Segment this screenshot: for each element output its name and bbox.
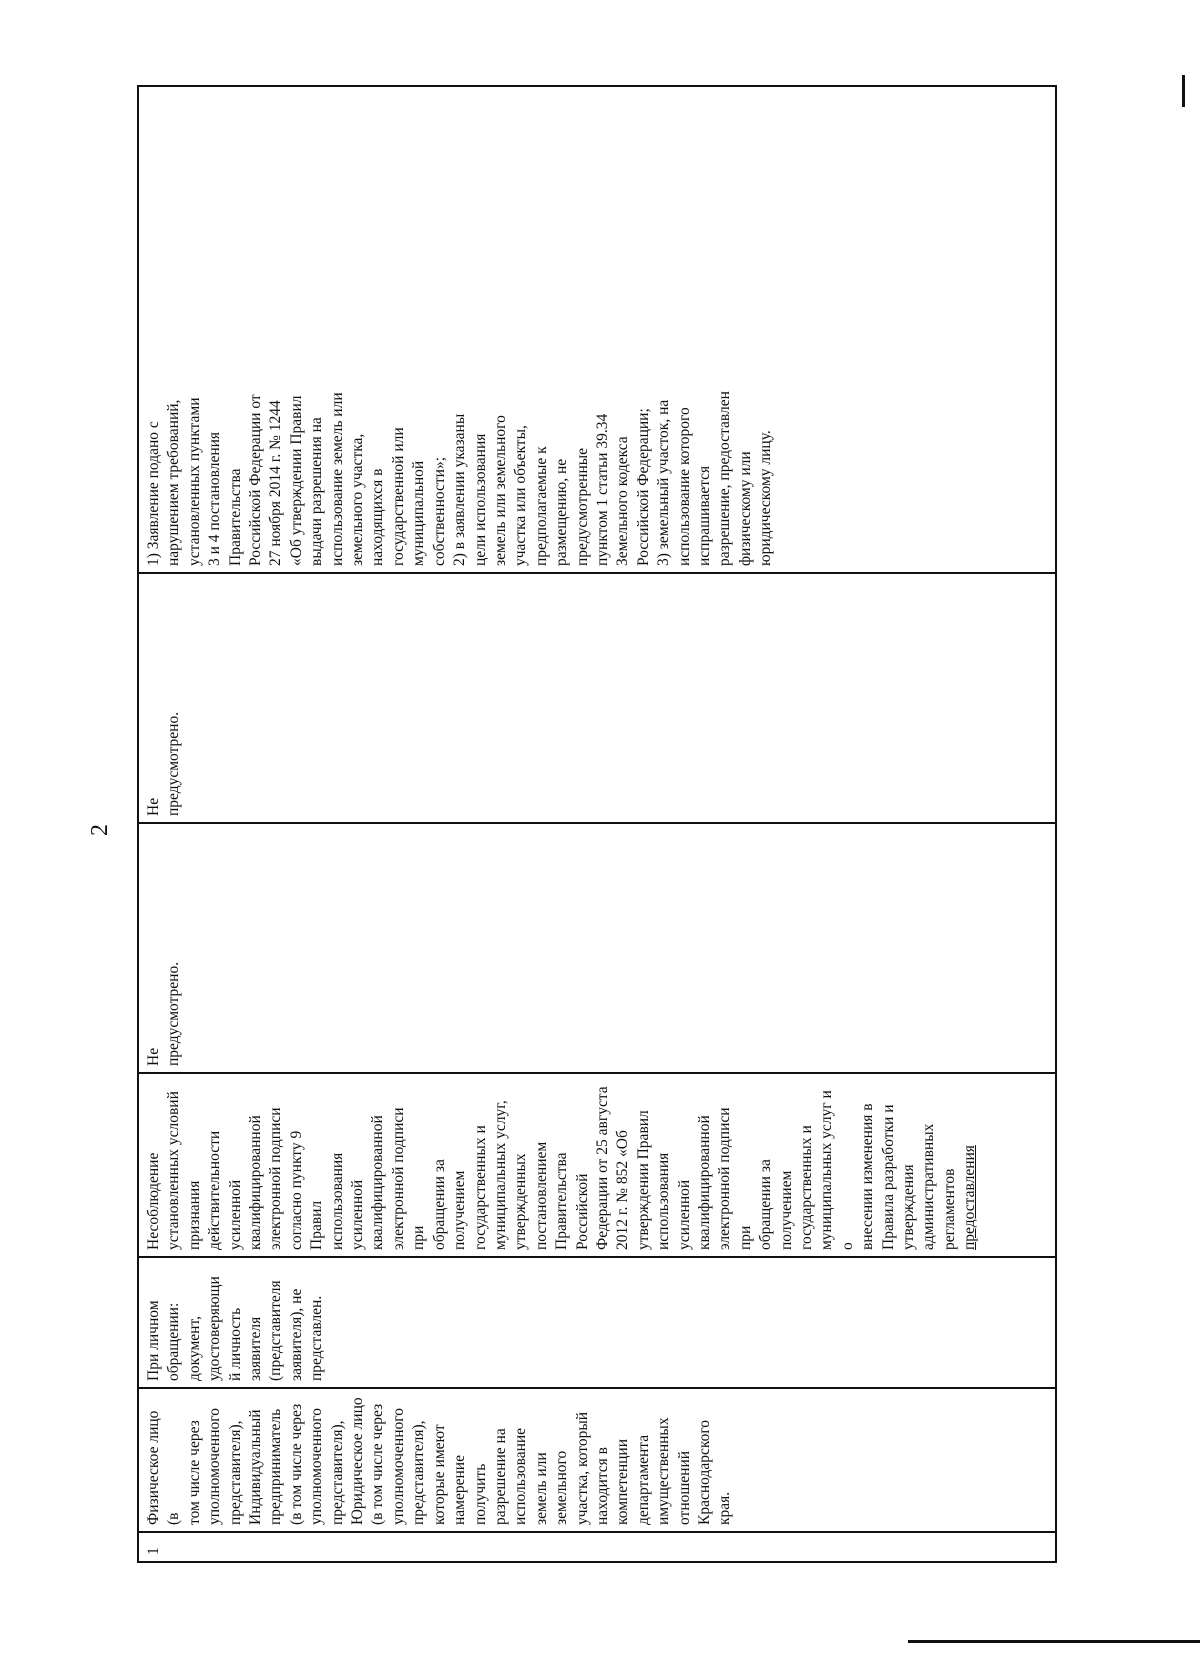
documents-grounds-cell: При личном обращении: документ, удостоверяющи й личность заявителя (представителя заявителя), не представлен. [138, 1257, 1056, 1388]
services-table [137, 85, 1057, 1563]
margin-mark [1182, 75, 1185, 107]
page-number: 2 [87, 824, 113, 836]
bottom-rule [908, 1640, 1200, 1643]
reject-grounds-cell [138, 1073, 1056, 1257]
reject-grounds-text: Несоблюдение установленных условий признания действительности усиленной квалифицированной электронной подписи согласно пункту 9 Правил использования усиленной квалифицированной электронной подписи при обращении за получением государственных и муниципальных услуг, утвержденных постановлением Правительства Российской Федерации от 25 августа 2012 г. № 852 «Об утверждении Правил использования усиленной квалифицированной электронной подписи при обращении за получением государственных и муниципальных услуг и о внесении изменения в Правила разработки и утверждения административных регламентов [145, 1086, 958, 1250]
reject-grounds-continued: предоставления [961, 1145, 979, 1250]
suspend-period-cell: Не предусмотрено. [138, 573, 1056, 823]
suspend-grounds-cell: Не предусмотрено. [138, 823, 1056, 1073]
applicant-cell: Физическое лицо (в том числе через уполномоченного представителя), Индивидуальный предприниматель (в том числе через уполномоченного представителя), Юридическое лицо (в том числе через уполномоченного представителя), которые имеют намерение получить разрешение на использование земель или земельного участка, который находится в компетенции департамента имущественных отношений Краснодарского края. [138, 1388, 1056, 1532]
table-container [137, 85, 1057, 1563]
table-row [138, 86, 1056, 1562]
rotated-table-frame [137, 85, 1057, 1563]
refusal-grounds-cell: 1) Заявление подано с нарушением требований, установленных пунктами 3 и 4 постановления Правительства Российской Федерации от 27 ноября 2014 г. № 1244 «Об утверждении Правил выдачи разрешения на использование земель или земельного участка, находящихся в государственной или муниципальной собственности»; 2) в заявлении указаны цели использования земель или земельного участка или объекты, предполагаемые к размещению, не предусмотренные пунктом 1 статьи 39.34 Земельного кодекса Российской Федерации; 3) земельный участок, на использование которого испрашивается разрешение, предоставлен физическому или юридическому лицу. [138, 86, 1056, 573]
row-number-cell: 1 [138, 1532, 1056, 1562]
